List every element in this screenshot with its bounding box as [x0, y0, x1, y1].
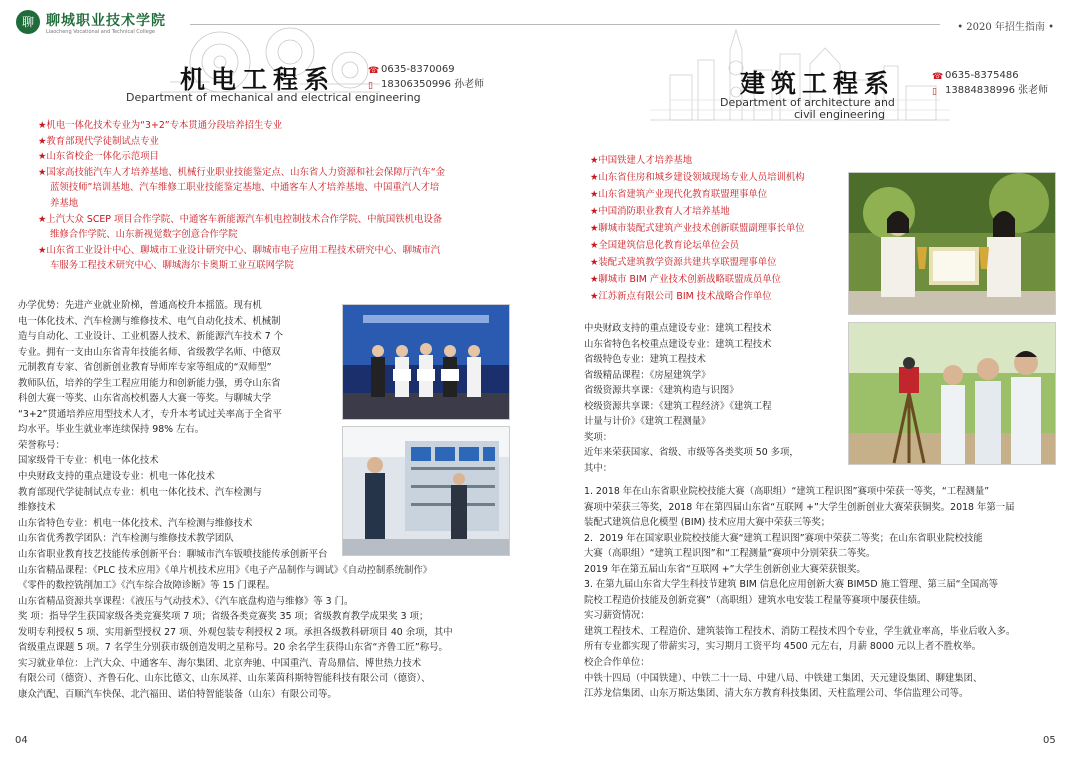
left-body-wide — [18, 547, 453, 702]
left-dept-title-en: Department of mechanical and electrical engineering — [126, 91, 421, 104]
highlight-item: ★山东省住房和城乡建设领域现场专业人员培训机构 — [590, 172, 805, 183]
body-line: 山东省职业教育技艺技能传承创新平台：聊城市汽车钣喷技能传承创新平台 — [18, 549, 328, 560]
body-line: 康众汽配、百顺汽车快保、北汽福田、诺伯特智能装备（山东）有限公司等。 — [18, 688, 337, 700]
phone-icon: ☎ — [368, 66, 380, 76]
body-line: 奖项： — [584, 431, 613, 443]
left-contact — [368, 62, 484, 92]
highlight-item: ★上汽大众 SCEP 项目合作学院、中通客车新能源汽车机电控制技术合作学院、中航国铁机电设备 — [38, 213, 443, 225]
body-line: 科创大赛一等奖、山东省高校机器人大赛一等奖。与聊城大学 — [18, 393, 272, 405]
body-line: 建筑工程技术、工程造价、建筑装饰工程技术、消防工程技术四个专业，学生就业率高，毕业后收入多。 — [584, 625, 1016, 637]
highlight-item: ★山东省建筑产业现代化教育联盟理事单位 — [590, 189, 768, 200]
right-page — [540, 0, 1080, 758]
highlight-item: ★山东省工业设计中心、聊城市工业设计研究中心、聊城市电子应用工程技术研究中心、聊城市汽 — [38, 244, 441, 256]
body-line: 2019 年在第五届山东省“互联网 +”大学生创新创业大赛荣获银奖。 — [584, 563, 866, 575]
body-line: 校级资源共享课：《建筑工程经济》《建筑工程 — [584, 400, 772, 412]
body-line: 发明专利授权 5 项、实用新型授权 27 项、外观包装专利授权 2 项。承担各级教科研项目 40 余项，其中 — [18, 626, 453, 638]
body-line: 《零件的数控铣削加工》《汽车综合故障诊断》等 15 门课程。 — [18, 580, 275, 592]
left-dept-title: 机电工程系 — [180, 65, 336, 94]
body-line: 院校工程造价技能及创新竞赛”（高职组）建筑水电安装工程量等赛项中屡获佳绩。 — [584, 594, 927, 606]
left-mobile: 18306350996 孙老师 — [381, 79, 485, 90]
body-line: 计量与计价》《建筑工程测量》 — [584, 416, 711, 428]
body-line: 大赛（高职组）“建筑工程识图”和“工程测量”赛项中分别荣获二等奖。 — [584, 548, 876, 560]
highlight-item: 蓝领技师”培训基地、汽车维修工职业技能鉴定基地、中通客车人才培养基地、中国重汽人才培 — [50, 182, 440, 194]
students-award-photo — [848, 172, 1056, 315]
body-line: 1. 2018 年在山东省职业院校技能大赛（高职组）“建筑工程识图”赛项中荣获一等奖，“工程测量” — [584, 486, 990, 497]
body-line: 江苏龙信集团、山东万斯达集团、清大东方教育科技集团、天柱监理公司、华信监理公司等。 — [584, 688, 969, 700]
highlight-item: ★装配式建筑教学资源共建共享联盟理事单位 — [590, 257, 777, 268]
body-line: 山东省特色专业：机电一体化技术、汽车检测与维修技术 — [18, 517, 253, 529]
body-line: 均水平。毕业生就业率连续保持 98% 左右。 — [18, 424, 205, 436]
left-highlights — [38, 118, 445, 274]
body-line: 省级重点课题 5 项。7 名学生分别获市级创造发明之星称号。20 余名学生获得山东省“齐鲁工匠”称号。 — [18, 642, 448, 654]
lab-training-photo — [342, 426, 510, 556]
body-line: 国家级骨干专业：机电一体化技术 — [18, 455, 159, 467]
body-line: 省级资源共享课：《建筑构造与识图》 — [584, 385, 739, 397]
body-line: 3. 在第九届山东省大学生科技节建筑 BIM 信息化应用创新大赛 BIM5D 施工管理、第三届“全国高等 — [584, 579, 998, 591]
body-line: 专业。拥有一支由山东省青年技能名师、省级教学名师、中德双 — [18, 346, 281, 358]
body-line: 山东省优秀教学团队：汽车检测与维修技术教学团队 — [18, 533, 234, 545]
guide-label: • 2020 年招生指南 • — [953, 18, 1058, 33]
body-line: 中铁十四局（中国铁建）、中铁二十一局、中建八局、中铁建工集团、天元建设集团、聊建集团、 — [584, 672, 983, 684]
right-dept-title: 建筑工程系 — [740, 69, 896, 98]
body-line: 其中： — [584, 462, 613, 474]
body-line: 省级精品课程：《房屋建筑学》 — [584, 369, 711, 381]
phone-icon: ☎ — [932, 72, 944, 82]
highlight-item: ★机电一体化技术专业为“3+2”专本贯通分段培养招生专业 — [38, 120, 283, 131]
body-line: 山东省精品资源共享课程：《液压与气动技术》、《汽车底盘构造与维修》等 3 门。 — [18, 595, 354, 607]
highlight-item: ★中国消防职业教育人才培养基地 — [590, 206, 730, 217]
highlight-item: ★国家高技能汽车人才培养基地、机械行业职业技能鉴定点、山东省人力资源和社会保障厅汽车“金 — [38, 166, 446, 178]
highlight-item: ★聊城市 BIM 产业技术创新战略联盟成员单位 — [590, 274, 782, 285]
page-number-left: 04 — [15, 735, 28, 746]
body-line: 教育部现代学徒制试点专业：机电一体化技术、汽车检测与 — [18, 486, 262, 498]
body-line: 维修技术 — [18, 502, 56, 514]
school-name-en: Liaocheng Vocational and Technical College — [46, 29, 155, 35]
mobile-icon: ▯ — [368, 81, 373, 91]
award-ceremony-photo — [342, 304, 510, 420]
body-line: 电一体化技术、汽车检测与维修技术、电气自动化技术、机械制 — [18, 315, 281, 327]
body-line: 有限公司（德资）、齐鲁石化、山东比德文、山东凤祥、山东莱茵科斯特智能科技有限公司（德资）、 — [18, 673, 431, 685]
body-line: 校企合作单位： — [584, 657, 650, 669]
body-line: 办学优势：先进产业就业阶梯，普通高校升本摇篮。现有机 — [18, 300, 262, 311]
body-line: 赛项中荣获三等奖，2018 年在第四届山东省“互联网 +”大学生创新创业大赛荣获铜奖。2018 年第一届 — [584, 501, 1015, 513]
right-phone: 0635-8375486 — [945, 70, 1019, 81]
body-line: 中央财政支持的重点建设专业：机电一体化技术 — [18, 471, 215, 483]
right-dept-title-en-1: Department of architecture and — [720, 96, 895, 109]
body-line: 荣誉称号： — [18, 439, 65, 451]
right-mobile: 13884838996 张老师 — [945, 85, 1049, 96]
highlight-item: ★聊城市装配式建筑产业技术创新联盟副理事长单位 — [590, 223, 805, 234]
body-line: 奖 项：指导学生获国家级各类竞赛奖项 7 项；省级各类竞赛奖 35 项；省级教育教学成果奖 3 项； — [18, 611, 429, 623]
body-line: 中央财政支持的重点建设专业：建筑工程技术 — [584, 323, 772, 334]
body-line: 实习就业单位：上汽大众、中通客车、海尔集团、北京奔驰、中国重汽、青岛鼎信、博世热力技术 — [18, 657, 422, 669]
left-body-narrow — [18, 298, 283, 547]
school-name: 聊城职业技术学院 — [46, 13, 166, 29]
highlight-item: 维修合作学院、山东新视觉数字创意合作学院 — [50, 229, 238, 241]
surveying-practice-photo — [848, 322, 1056, 465]
left-phone: 0635-8370069 — [381, 64, 455, 75]
body-line: 装配式建筑信息化模型 (BIM) 技术应用大赛中荣获三等奖； — [584, 517, 831, 529]
right-highlights — [590, 152, 805, 305]
body-line: 山东省精品课程：《PLC 技术应用》《单片机技术应用》《电子产品制作与调试》《自动控制系统制作》 — [18, 564, 433, 576]
mobile-icon: ▯ — [932, 87, 937, 97]
highlight-item: ★全国建筑信息化教育论坛单位会员 — [590, 240, 740, 251]
highlight-item: ★教育部现代学徒制试点专业 — [38, 135, 159, 147]
body-line: “3+2”贯通培养应用型技术人才，专升本考试过关率高于全省平 — [18, 408, 282, 420]
body-line: 近年来荣获国家、省级、市级等各类奖项 50 多项， — [584, 447, 799, 459]
body-line: 所有专业都实现了带薪实习，实习期月工资平均 4500 元左右，月薪 8000 元以上者不胜枚举。 — [584, 641, 982, 653]
body-line: 省级特色专业：建筑工程技术 — [584, 354, 706, 366]
right-contact — [932, 68, 1048, 98]
right-body-wide — [584, 484, 1015, 702]
highlight-item: 养基地 — [50, 197, 79, 209]
school-logo-icon: 聊 — [16, 10, 40, 34]
highlight-item: ★江苏新点有限公司 BIM 技术战略合作单位 — [590, 291, 772, 302]
right-dept-title-en-2: civil engineering — [794, 108, 886, 121]
page-number-right: 05 — [1043, 735, 1056, 746]
body-line: 实习薪资情况： — [584, 610, 650, 622]
highlight-item: 车服务工程技术研究中心、聊城海尔卡奥斯工业互联网学院 — [50, 260, 294, 272]
body-line: 山东省特色名校重点建设专业：建筑工程技术 — [584, 338, 772, 350]
body-line: 造与自动化、工业设计、工业机器人技术、新能源汽车技术 7 个 — [18, 331, 284, 343]
body-line: 元制教育专家、省创新创业教育导师库专家等组成的“双师型” — [18, 362, 272, 374]
right-body-narrow — [584, 321, 799, 476]
body-line: 教师队伍，培养的学生工程应用能力和创新能力强，勇夺山东省 — [18, 377, 281, 389]
body-line: 2．2019 年在国家职业院校技能大赛“建筑工程识图”赛项中荣获二等奖；在山东省职业院校技能 — [584, 532, 983, 544]
highlight-item: ★中国铁建人才培养基地 — [590, 155, 693, 166]
highlight-item: ★山东省校企一体化示范项目 — [38, 151, 159, 163]
